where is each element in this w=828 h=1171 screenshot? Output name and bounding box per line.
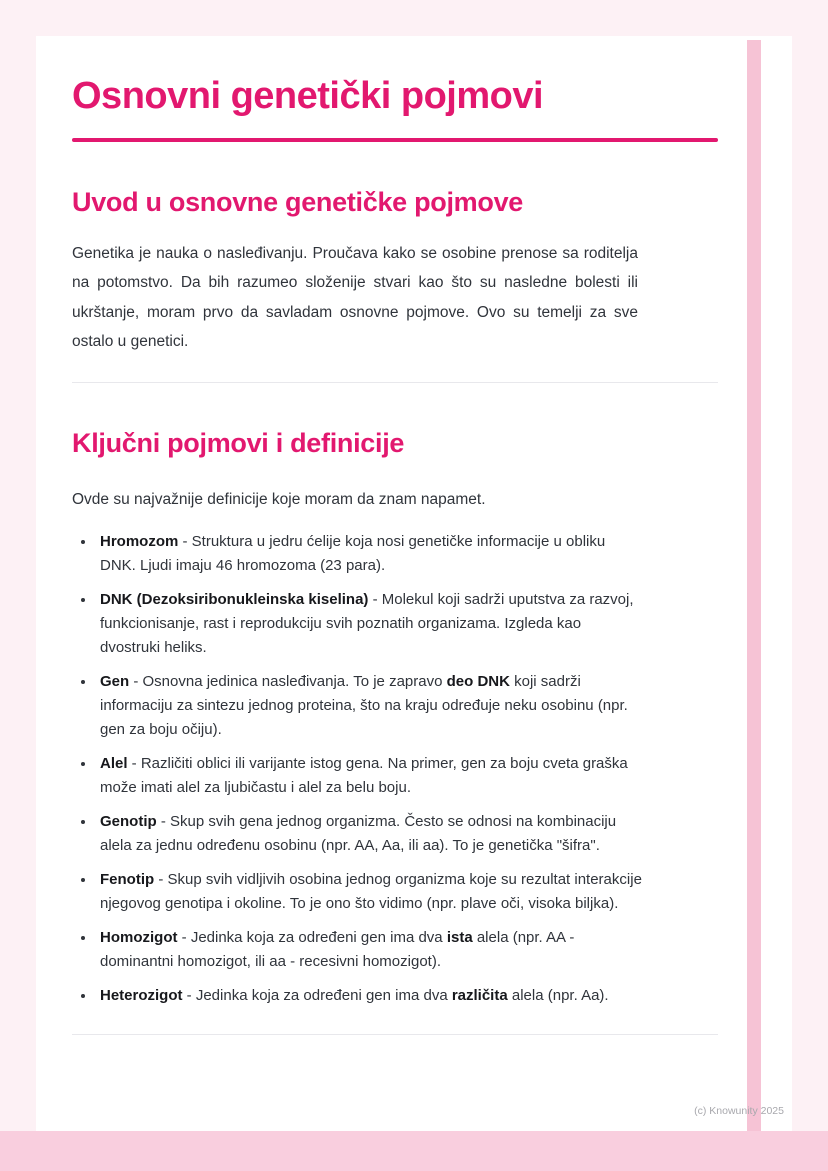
bottom-divider: [72, 1034, 718, 1035]
definition-text: koji sadrži informaciju za sintezu jednog proteina, što na kraju određuje neku osobinu (npr. gen za boju očiju).: [100, 672, 628, 738]
definition-item: [96, 810, 644, 858]
definition-item: [96, 752, 644, 800]
definition-text: - Osnovna jedinica nasleđivanja. To je zapravo: [129, 672, 447, 690]
title-underline-rule: [72, 138, 718, 142]
definition-item: [96, 670, 644, 742]
intro-paragraph: Genetika je nauka o nasleđivanju. Proučava kako se osobine prenose sa roditelja na potomstvo. Da bih razumeo složenije stvari kao što su nasledne bolesti ili ukrštanje, moram prvo da savladam osnovne pojmove. Ovo su temelji za sve ostalo u genetici.: [72, 245, 638, 350]
definition-term: DNK (Dezoksiribonukleinska kiselina): [100, 590, 369, 608]
definition-text: - Molekul koji sadrži uputstva za razvoj, funkcionisanje, rast i reprodukciju svih poznatih organizama. Izgleda kao dvostruki heliks.: [100, 590, 634, 656]
definition-text: - Struktura u jedru ćelije koja nosi genetičke informacije u obliku DNK. Ljudi imaju 46 hromozoma (23 para).: [100, 532, 606, 574]
definition-text: - Skup svih vidljivih osobina jednog organizma koje su rezultat interakcije njegovog genotipa i okoline. To je ono što vidimo (npr. plave oči, visoka biljka).: [100, 870, 642, 912]
definition-text: alela (npr. AA - dominantni homozigot, ili aa - recesivni homozigot).: [100, 928, 575, 970]
definition-text: - Jedinka koja za određeni gen ima dva: [177, 928, 447, 946]
definition-item: [96, 926, 644, 974]
bottom-accent-band: [0, 1131, 828, 1171]
definition-text: - Skup svih gena jednog organizma. Često se odnosi na kombinaciju alela za jednu određenu osobinu (npr. AA, Aa, ili aa). To je genetička "šifra".: [100, 812, 617, 854]
definition-term: Hromozom: [100, 532, 179, 550]
definition-item: [96, 868, 644, 916]
section-heading-kljucni-pojmovi: Ključni pojmovi i definicije: [72, 427, 405, 458]
definition-term: deo DNK: [446, 672, 510, 690]
definition-term: Genotip: [100, 812, 157, 830]
definition-item: [96, 530, 644, 578]
document-page: [36, 36, 792, 1131]
definition-text: - Različiti oblici ili varijante istog gena. Na primer, gen za boju cveta graška može imati alel za ljubičastu i alel za belu boju.: [100, 754, 628, 796]
definition-item: [96, 588, 644, 660]
definition-term: Alel: [100, 754, 128, 772]
definition-term: Heterozigot: [100, 986, 183, 1004]
definitions-list: [72, 530, 644, 1008]
page-title: Osnovni genetički pojmovi: [72, 75, 544, 117]
definition-term: ista: [446, 928, 473, 946]
definition-term: Gen: [100, 672, 130, 690]
copyright-watermark: (c) Knowunity 2025: [694, 1105, 784, 1117]
definitions-intro: Ovde su najvažnije definicije koje moram da znam napamet.: [72, 490, 486, 508]
section-divider: [72, 382, 718, 383]
definition-text: alela (npr. Aa).: [507, 986, 609, 1004]
definition-item: [96, 984, 644, 1008]
definition-term: Fenotip: [100, 870, 155, 888]
right-accent-stripe: [747, 40, 761, 1131]
definition-term: različita: [451, 986, 508, 1004]
definition-text: - Jedinka koja za određeni gen ima dva: [182, 986, 452, 1004]
document-content: [72, 36, 718, 1035]
section-heading-uvod: Uvod u osnovne genetičke pojmove: [72, 186, 523, 217]
definition-term: Homozigot: [100, 928, 178, 946]
